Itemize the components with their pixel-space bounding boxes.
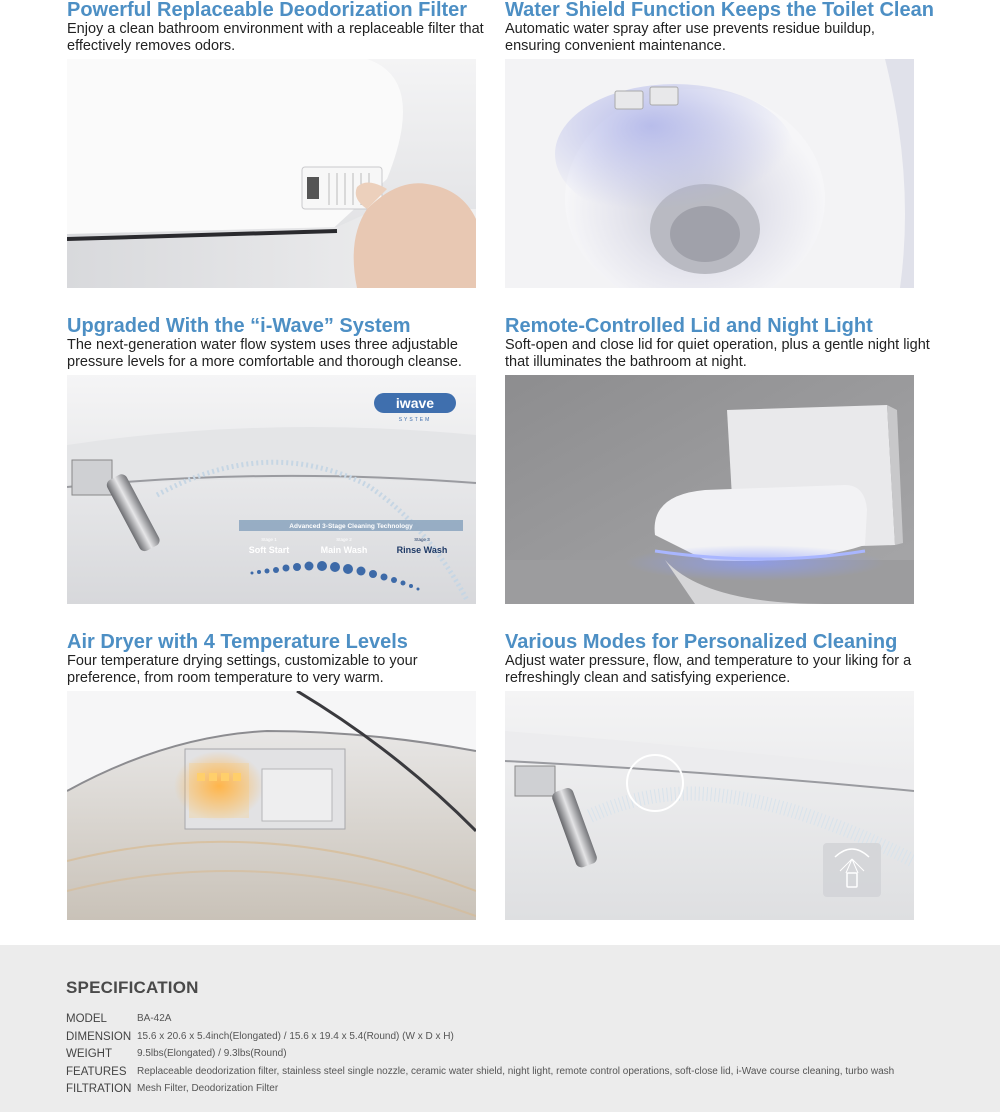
air-dryer-photo — [67, 691, 476, 920]
feature-title: Powerful Replaceable Deodorization Filter — [67, 0, 468, 21]
specification-title: SPECIFICATION — [66, 978, 199, 997]
water-shield-photo — [505, 59, 914, 288]
stage-3-name: Rinse Wash — [396, 545, 448, 555]
feature-air-dryer — [67, 631, 497, 687]
deodorization-filter-photo — [67, 59, 476, 288]
feature-description: Adjust water pressure, flow, and temperature to your liking for a refreshingly clean and satisfying experience. — [505, 653, 912, 686]
stage-2-name: Main Wash — [320, 545, 368, 555]
spec-label: WEIGHT — [66, 1048, 112, 1060]
feature-cleaning-modes — [505, 631, 935, 687]
stage-1-number: Stage 1 — [261, 537, 277, 542]
spec-label: DIMENSION — [66, 1031, 132, 1043]
spec-value: Mesh Filter, Deodorization Filter — [137, 1083, 279, 1094]
feature-description: The next-generation water flow system uses three adjustable pressure levels for a more comfortable and thorough cleanse. — [67, 337, 462, 370]
spray-angle-icon — [823, 843, 881, 897]
feature-title: Various Modes for Personalized Cleaning — [505, 631, 898, 653]
feature-description: Soft-open and close lid for quiet operation, plus a gentle night light that illuminates the bathroom at night. — [505, 337, 930, 370]
specification-section — [0, 945, 1000, 1112]
feature-title: Water Shield Function Keeps the Toilet Clean — [505, 0, 934, 21]
iwave-logo-text: iwave — [395, 395, 435, 411]
stage-banner-text: Advanced 3-Stage Cleaning Technology — [289, 523, 413, 530]
iwave-logo-sub: SYSTEM — [398, 417, 432, 423]
iwave-nozzle-photo — [67, 375, 476, 604]
stage-2-number: Stage 2 — [336, 537, 352, 542]
spec-value: Replaceable deodorization filter, stainless steel single nozzle, ceramic water shield, night light, remote control operations, soft-close lid, i-Wave course cleaning, turbo wash — [137, 1066, 895, 1077]
feature-water-shield — [505, 0, 935, 55]
feature-iwave — [67, 315, 497, 371]
feature-title: Air Dryer with 4 Temperature Levels — [67, 631, 408, 653]
spec-label: FEATURES — [66, 1066, 127, 1078]
spec-value: 15.6 x 20.6 x 5.4inch(Elongated) / 15.6 x 19.4 x 5.4(Round) (W x D x H) — [137, 1031, 454, 1042]
feature-description: Automatic water spray after use prevents residue buildup, ensuring convenient maintenance. — [505, 21, 875, 54]
spec-value: 9.5lbs(Elongated) / 9.3lbs(Round) — [137, 1048, 287, 1059]
cleaning-modes-photo — [505, 691, 914, 920]
feature-title: Remote-Controlled Lid and Night Light — [505, 315, 873, 337]
feature-deodorization-filter — [67, 0, 497, 55]
spec-label: MODEL — [66, 1013, 107, 1025]
night-light-photo — [505, 375, 914, 604]
feature-description: Enjoy a clean bathroom environment with a replaceable filter that effectively removes odors. — [67, 21, 484, 54]
feature-remote-lid — [505, 315, 935, 371]
stage-1-name: Soft Start — [248, 545, 290, 555]
spec-value: BA-42A — [137, 1013, 172, 1024]
stage-3-number: Stage 3 — [414, 537, 430, 542]
feature-description: Four temperature drying settings, customizable to your preference, from room temperature to very warm. — [67, 653, 418, 686]
spec-label: FILTRATION — [66, 1083, 132, 1095]
feature-title: Upgraded With the “i-Wave” System — [67, 315, 411, 337]
